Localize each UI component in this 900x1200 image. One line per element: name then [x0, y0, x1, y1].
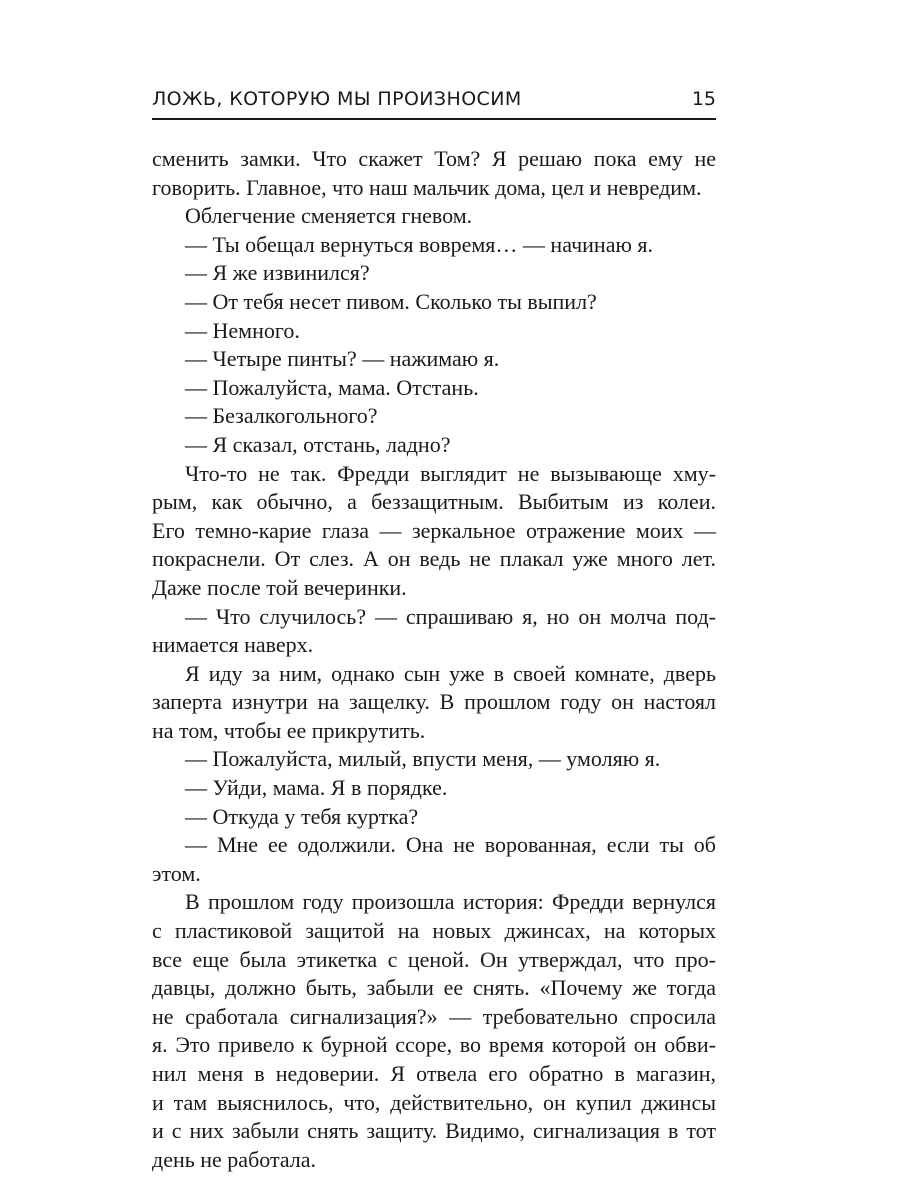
text-line: все еще была этикетка с ценой. Он утверждал, что про- — [152, 946, 716, 972]
text-line: говорить. Главное, что наш мальчик дома, цел и невредим. — [152, 174, 702, 200]
text-line: — Немного. — [185, 317, 300, 343]
text-line: я. Это привело к бурной ссоре, во время которой он обви- — [152, 1032, 716, 1058]
text-line: нимается наверх. — [152, 632, 314, 658]
text-line: покраснели. От слез. А он ведь не плакал уже много лет. — [152, 546, 716, 572]
text-line: — Ты обещал вернуться вовремя… — начинаю я. — [185, 231, 654, 257]
body-text — [152, 145, 716, 1174]
text-line: — Мне ее одолжили. Она не ворованная, если ты об — [185, 832, 716, 858]
text-line: — Я сказал, отстань, ладно? — [185, 431, 451, 457]
text-line: день не работала. — [152, 1146, 317, 1172]
text-line: — Я же извинился? — [185, 260, 370, 286]
text-line: рым, как обычно, а беззащитным. Выбитым из колеи. — [152, 489, 716, 515]
text-line: Что-то не так. Фредди выглядит не вызывающе хму- — [185, 460, 716, 486]
text-line: сменить замки. Что скажет Том? Я решаю пока ему не — [152, 146, 716, 171]
text-line: не сработала сигнализация?» — требовательно спросила — [152, 1003, 716, 1029]
text-line: Даже после той вечеринки. — [152, 574, 407, 600]
text-line: Я иду за ним, однако сын уже в своей комнате, дверь — [185, 660, 716, 686]
running-header — [152, 86, 716, 120]
text-line: и там выяснилось, что, действительно, он купил джинсы — [152, 1089, 716, 1115]
text-line: — Четыре пинты? — нажимаю я. — [185, 346, 500, 372]
text-line: и с них забыли снять защиту. Видимо, сигнализация в тот — [152, 1118, 716, 1144]
text-line: — Откуда у тебя куртка? — [185, 803, 419, 829]
text-line: Облегчение сменяется гневом. — [185, 203, 473, 229]
text-line: этом. — [152, 860, 201, 886]
text-line: — Пожалуйста, мама. Отстань. — [185, 374, 479, 400]
page-number: 15 — [691, 88, 716, 110]
text-line: Его темно-карие глаза — зеркальное отражение моих — — [152, 517, 716, 543]
text-line: заперта изнутри на защелку. В прошлом году он настоял — [152, 689, 716, 715]
text-line: — Безалкогольного? — [185, 403, 378, 429]
text-line: В прошлом году произошла история: Фредди вернулся — [185, 889, 716, 915]
text-line: нил меня в недоверии. Я отвела его обратно в магазин, — [152, 1061, 716, 1086]
text-line: давцы, должно быть, забыли ее снять. «Почему же тогда — [152, 975, 716, 1001]
text-line: с пластиковой защитой на новых джинсах, на которых — [152, 918, 716, 944]
text-line: — Уйди, мама. Я в порядке. — [185, 775, 448, 801]
text-line: на том, чтобы ее прикрутить. — [152, 717, 426, 743]
text-line: — Пожалуйста, милый, впусти меня, — умоляю я. — [185, 746, 661, 772]
text-line: — Что случилось? — спрашиваю я, но он молча под- — [185, 603, 716, 629]
running-title: ЛОЖЬ, КОТОРУЮ МЫ ПРОИЗНОСИМ — [152, 88, 522, 110]
text-line: — От тебя несет пивом. Сколько ты выпил? — [185, 288, 597, 314]
